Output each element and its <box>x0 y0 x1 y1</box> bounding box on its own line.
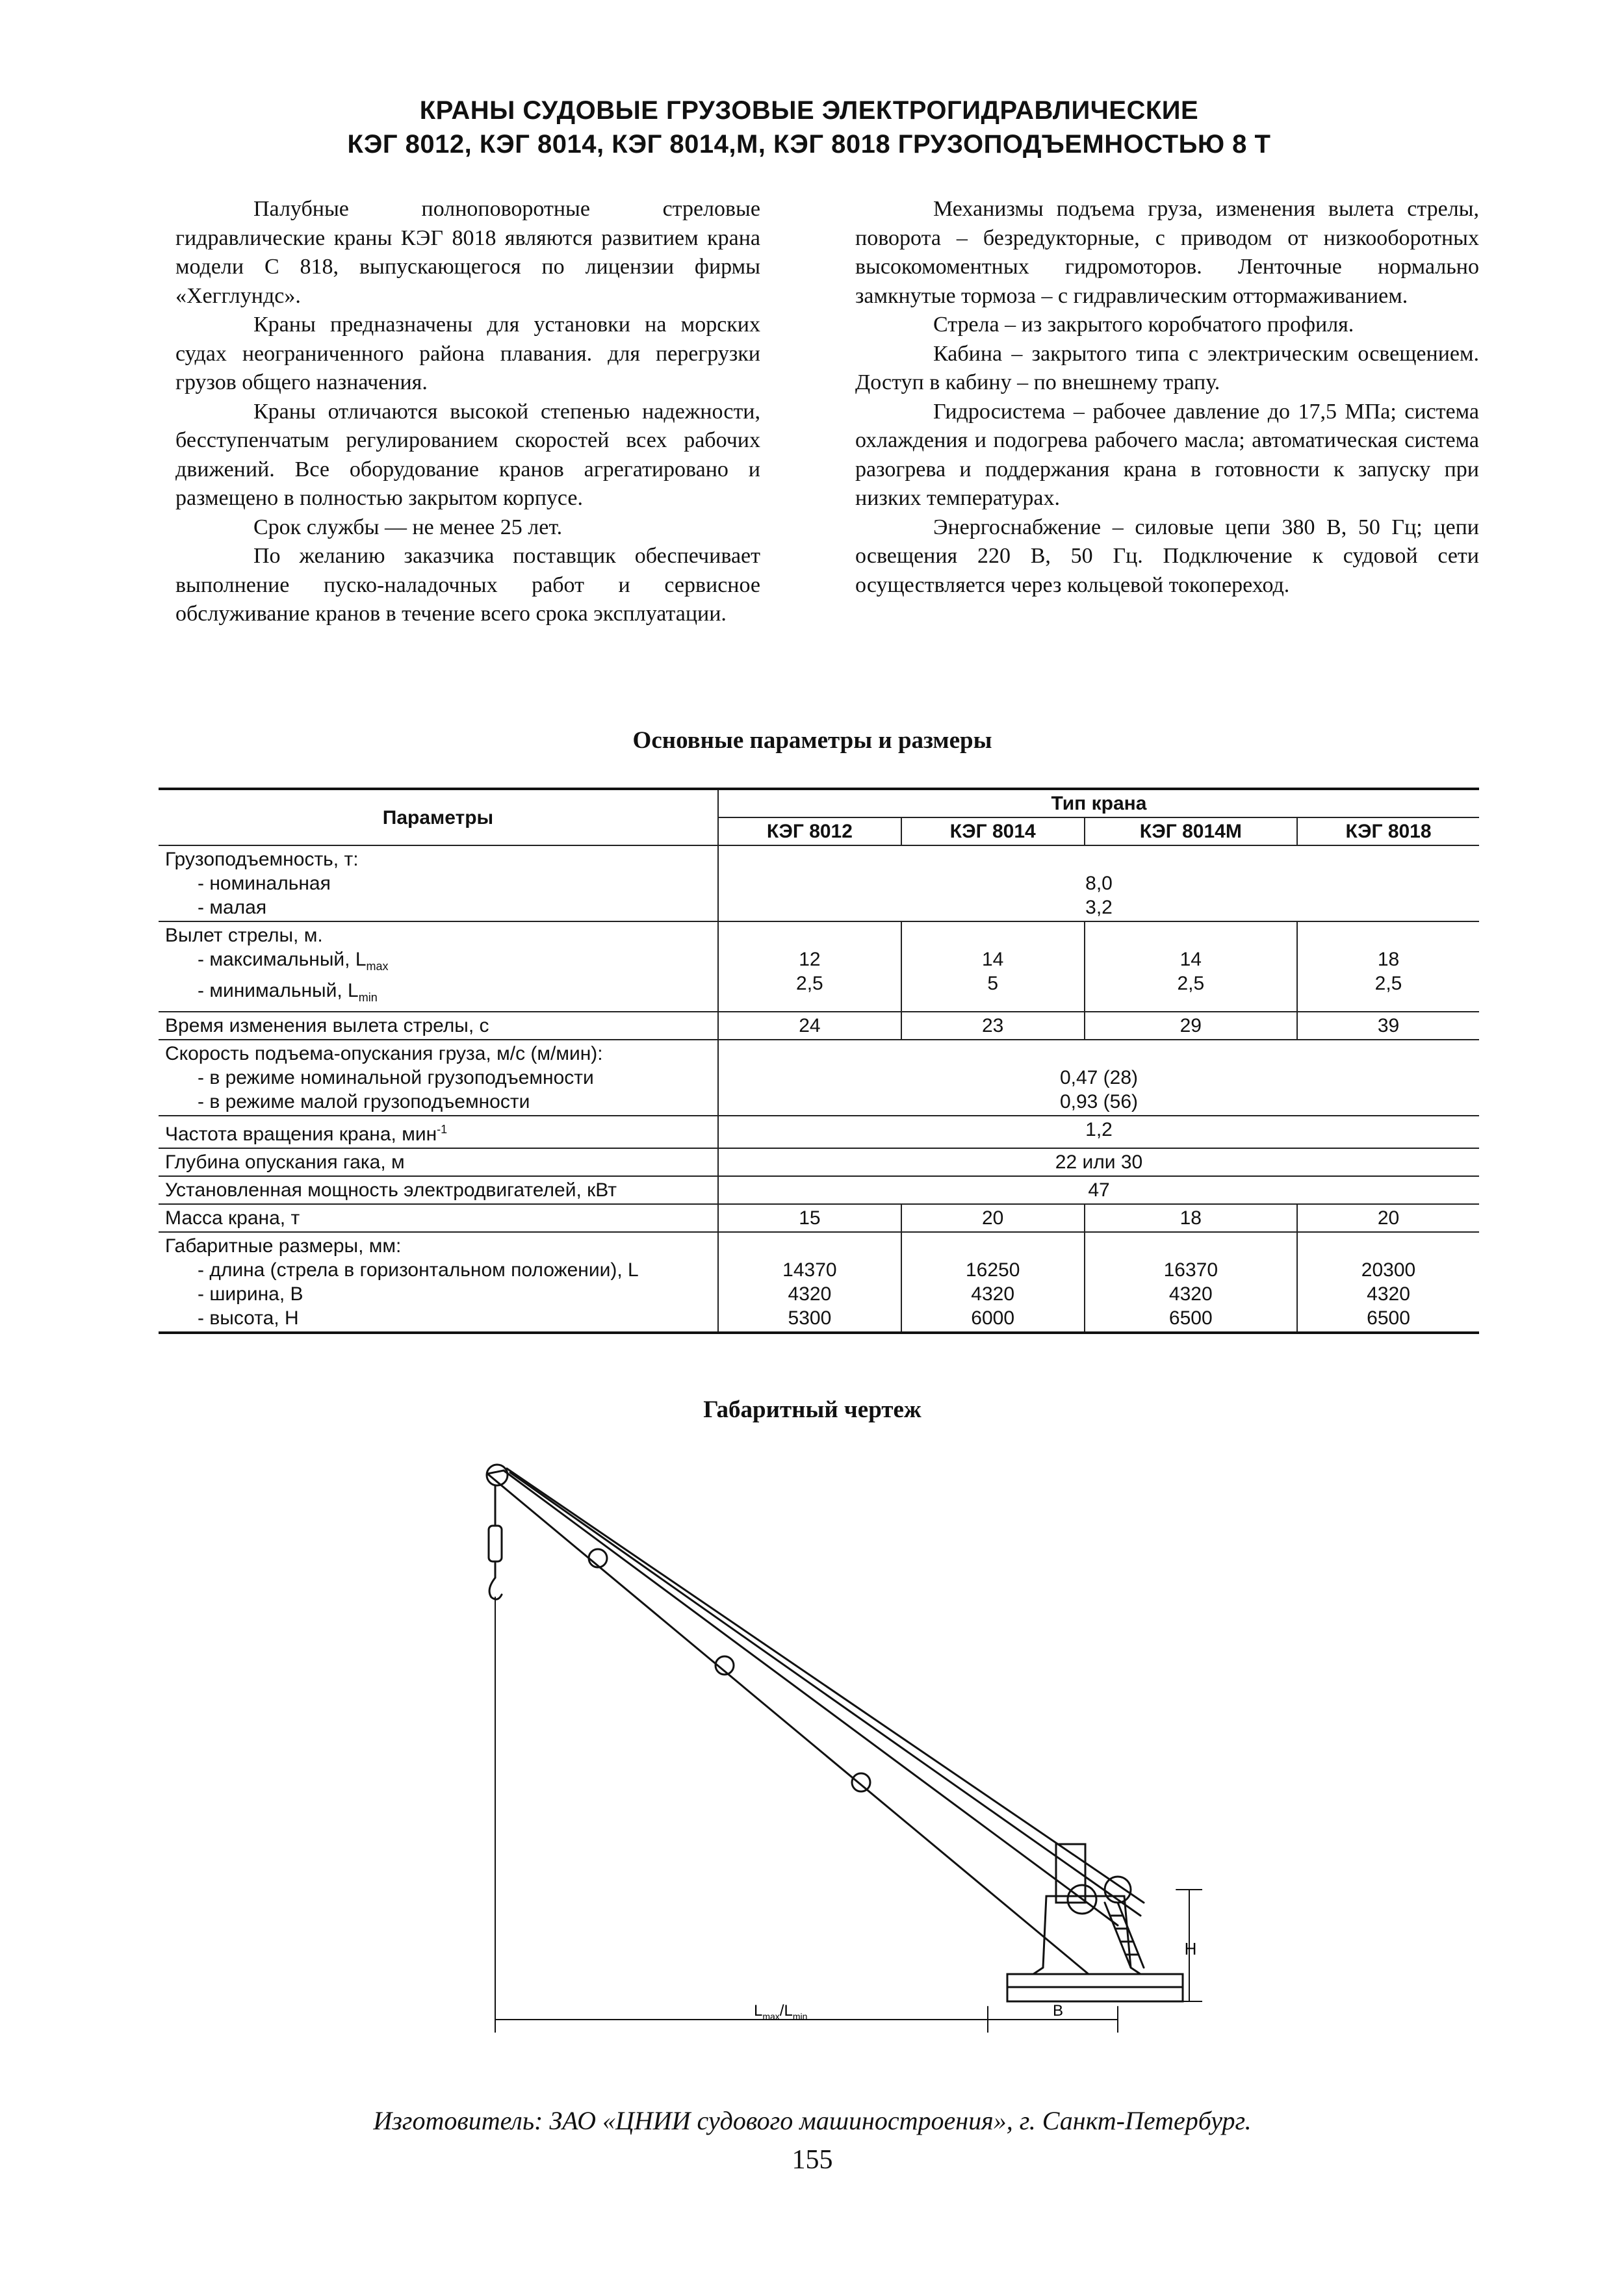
boom-lower-chord <box>487 1474 1089 1974</box>
param-value: 16250 <box>965 1259 1020 1281</box>
param-value: 2,5 <box>1177 973 1205 994</box>
param-value: 3,2 <box>1085 897 1113 918</box>
param-value: 4320 <box>1168 1283 1213 1305</box>
param-label: Установленная мощность электродвигателей, кВт <box>159 1176 718 1204</box>
param-sublabel: - минимальный, L <box>198 980 359 1001</box>
table-row <box>159 921 1479 1012</box>
param-value: 5300 <box>788 1307 832 1329</box>
param-label: Глубина опускания гака, м <box>159 1148 718 1176</box>
param-sublabel: - ширина, В <box>198 1283 303 1305</box>
hoist-rope <box>507 1469 1144 1903</box>
param-sublabel: - в режиме номинальной грузоподъемности <box>198 1067 594 1088</box>
document-title-line1: КРАНЫ СУДОВЫЕ ГРУЗОВЫЕ ЭЛЕКТРОГИДРАВЛИЧЕСКИЕ <box>419 96 1199 125</box>
text-column-right <box>855 195 1479 600</box>
header-crane-type: Тип крана <box>718 789 1479 817</box>
param-sublabel: - малая <box>198 897 267 918</box>
param-value: 4320 <box>971 1283 1015 1305</box>
param-value: 16370 <box>1163 1259 1218 1281</box>
param-value: 4320 <box>788 1283 832 1305</box>
header-params: Параметры <box>159 789 718 845</box>
param-sublabel: - длина (стрела в горизонтальном положении), L <box>198 1259 639 1281</box>
param-sublabel: - высота, Н <box>198 1307 299 1329</box>
paragraph: Краны отличаются высокой степенью надежности, бесступенчатым регулированием скоростей всех рабочих движений. Все оборудование кранов агрегатировано и размещено в полностью закрытом корпусе. <box>175 399 760 510</box>
param-label: Время изменения вылета стрелы, с <box>159 1012 718 1040</box>
param-value: 22 или 30 <box>718 1148 1479 1176</box>
param-value: 0,93 (56) <box>1059 1091 1139 1112</box>
param-value: 20 <box>1297 1204 1479 1232</box>
roller-icon <box>852 1773 870 1792</box>
hook-block-icon <box>489 1526 502 1561</box>
param-value: 12 <box>799 949 821 970</box>
crane-outline-drawing <box>468 1448 1202 2033</box>
param-value: 47 <box>718 1176 1479 1204</box>
text-column-left <box>175 195 760 629</box>
param-value: 6500 <box>1168 1307 1213 1329</box>
paragraph: Стрела – из закрытого коробчатого профиля. <box>933 313 1354 337</box>
header-model: КЭГ 8014 <box>901 817 1085 845</box>
subscript: min <box>358 991 378 1004</box>
param-value: 24 <box>718 1012 901 1040</box>
paragraph: Кабина – закрытого типа с электрическим освещением. Доступ в кабину – по внешнему трапу. <box>855 341 1479 394</box>
drawing-title: Габаритный чертеж <box>703 1396 922 1423</box>
document-title-line2: КЭГ 8012, КЭГ 8014, КЭГ 8014,М, КЭГ 8018 ГРУЗОПОДЪЕМНОСТЬЮ 8 Т <box>347 130 1271 159</box>
param-sublabel: - максимальный, L <box>198 949 367 970</box>
param-label: Частота вращения крана, мин <box>165 1124 437 1145</box>
param-value: 8,0 <box>1085 873 1113 894</box>
param-value: 23 <box>901 1012 1085 1040</box>
table-row <box>159 1012 1479 1040</box>
param-value: 1,2 <box>718 1116 1479 1148</box>
param-label: Грузоподъемность, т: <box>165 849 359 870</box>
paragraph: Механизмы подъема груза, изменения вылета стрелы, поворота – безредукторные, с приводом от низкооборотных высокомоментных гидромоторов. Ленточные нормально замкнутые тормоза – с гидравлическим оттормаживанием. <box>855 197 1479 308</box>
param-sublabel: - в режиме малой грузоподъемности <box>198 1091 530 1112</box>
parameters-table <box>159 788 1479 1334</box>
dimension-label-h: H <box>1184 1939 1197 1959</box>
param-value: 15 <box>718 1204 901 1232</box>
param-label: Масса крана, т <box>159 1204 718 1232</box>
param-value: 14 <box>981 949 1004 970</box>
paragraph: Энергоснабжение – силовые цепи 380 В, 50 Гц; цепи освещения 220 В, 50 Гц. Подключение к судовой сети осуществляется через кольцевой токопереход. <box>855 515 1479 597</box>
table-row <box>159 1148 1479 1176</box>
param-value: 18 <box>1377 949 1400 970</box>
paragraph: Палубные полноповоротные стреловые гидравлические краны КЭГ 8018 являются развитием крана модели С 818, выпускающегося по лицензии фирмы «Хегглундс». <box>175 197 760 308</box>
dimension-label-b: B <box>1053 2002 1064 2020</box>
param-value: 39 <box>1297 1012 1479 1040</box>
superscript: -1 <box>437 1123 448 1136</box>
param-value: 29 <box>1085 1012 1297 1040</box>
page-number: 155 <box>792 2145 833 2175</box>
param-value: 6500 <box>1367 1307 1410 1329</box>
param-value: 4320 <box>1367 1283 1410 1305</box>
table-row <box>159 1116 1479 1148</box>
param-label: Вылет стрелы, м. <box>165 925 323 946</box>
table-row <box>159 1176 1479 1204</box>
header-model: КЭГ 8018 <box>1297 817 1479 845</box>
table-row <box>159 1204 1479 1232</box>
param-value: 20300 <box>1361 1259 1416 1281</box>
paragraph: По желанию заказчика поставщик обеспечивает выполнение пуско-наладочных работ и сервисное обслуживание кранов в течение всего срока эксплуатации. <box>175 544 760 626</box>
manufacturer-note: Изготовитель: ЗАО «ЦНИИ судового машиностроения», г. Санкт-Петербург. <box>373 2106 1252 2135</box>
table-row <box>159 845 1479 921</box>
param-value: 14370 <box>782 1259 837 1281</box>
paragraph: Гидросистема – рабочее давление до 17,5 МПа; система охлаждения и подогрева рабочего масла; автоматическая система разогрева и поддержания крана в готовности к запуску при низких температурах. <box>855 399 1479 510</box>
param-value: 20 <box>901 1204 1085 1232</box>
param-label: Скорость подъема-опускания груза, м/с (м/мин): <box>165 1043 603 1064</box>
param-value: 18 <box>1085 1204 1297 1232</box>
header-model: КЭГ 8014М <box>1085 817 1297 845</box>
param-value: 2,5 <box>796 973 823 994</box>
param-value: 6000 <box>971 1307 1015 1329</box>
param-value: 5 <box>987 973 999 994</box>
boom-upper-chord <box>504 1470 1118 1925</box>
table-row <box>159 1232 1479 1333</box>
param-sublabel: - номинальная <box>198 873 331 894</box>
param-label: Габаритные размеры, мм: <box>165 1235 402 1257</box>
param-value: 14 <box>1179 949 1202 970</box>
dimension-label-reach: $L_{max}/L_{min}$ <box>754 2002 808 2022</box>
table-row <box>159 1040 1479 1116</box>
param-value: 0,47 (28) <box>1059 1067 1139 1088</box>
header-model: КЭГ 8012 <box>718 817 901 845</box>
paragraph: Краны предназначены для установки на морских судах неограниченного района плавания. для перегрузки грузов общего назначения. <box>175 313 760 394</box>
table-title: Основные параметры и размеры <box>632 727 992 754</box>
param-value: 2,5 <box>1374 973 1402 994</box>
hook-icon <box>489 1578 502 1599</box>
crane-tower <box>1033 1896 1141 1974</box>
subscript: max <box>366 960 389 973</box>
paragraph: Срок службы — не менее 25 лет. <box>253 515 563 539</box>
luffing-rope <box>510 1472 1141 1916</box>
